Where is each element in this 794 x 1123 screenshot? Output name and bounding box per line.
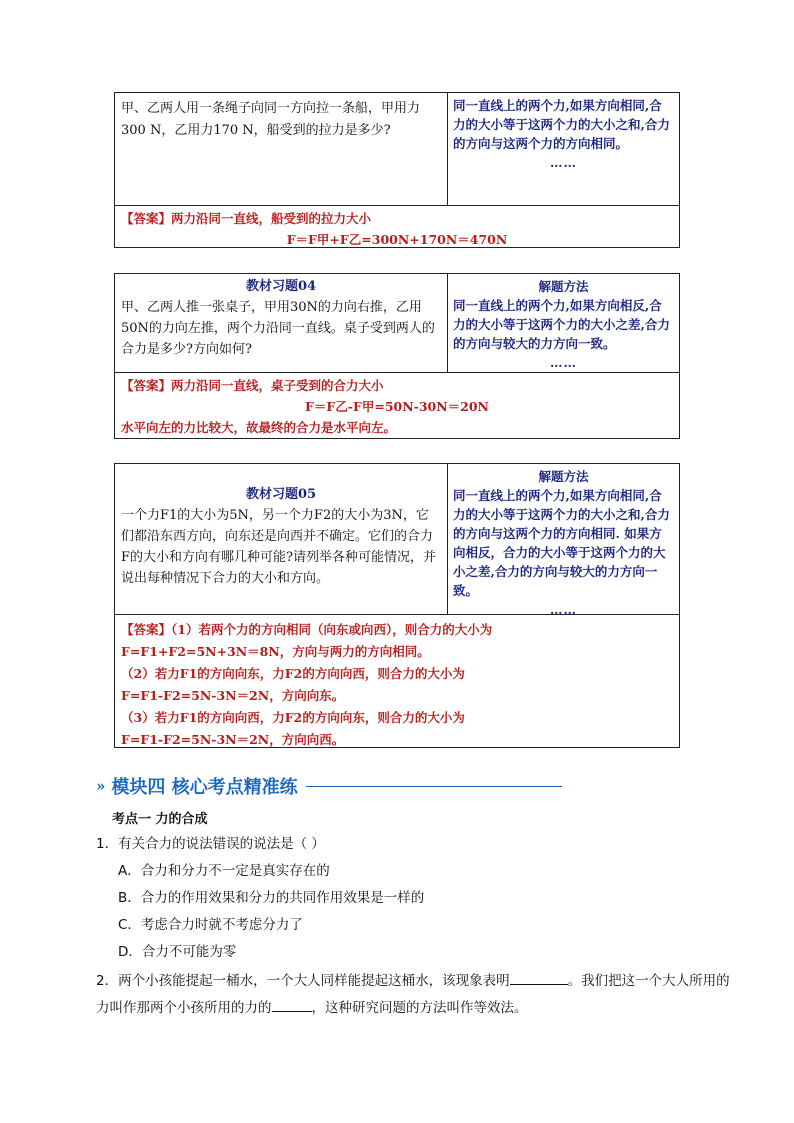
exercise-title: 教材习题05 xyxy=(245,487,317,502)
topic-label: 考点一 力的合成 xyxy=(112,812,208,827)
answer-section xyxy=(115,372,679,440)
answer-line: F=F1-F2=5N-3N＝2N，方向向西。 xyxy=(121,732,345,747)
answer-line: 【答案】（1）若两个力的方向相同（向东或向西），则合力的大小为 xyxy=(121,622,493,637)
method-text: 同一直线上的两个力,如果方向相反,合力的大小等于这两个力的大小之差,合力的方向与较大的力方向一致。 xyxy=(453,298,670,351)
answer-conclusion: 水平向左的力比较大，故最终的合力是水平向左。 xyxy=(121,420,397,435)
answer-equation: F＝F乙-F甲=50N-30N＝20N xyxy=(305,399,489,414)
question-text: 甲、乙两人推一张桌子，甲用30N的力向右推，乙用50N的力向左推，两个力沿同一直线。桌子受到两人的合力是多少?方向如何? xyxy=(121,300,435,357)
example-box-3 xyxy=(114,463,680,748)
answer-blank-1[interactable] xyxy=(510,970,568,985)
exercise-title: 教材习题04 xyxy=(245,279,317,294)
method-title: 解题方法 xyxy=(538,469,589,484)
question-text: 甲、乙两人用一条绳子向同一方向拉一条船，甲用力300 N，乙用力170 N，船受到的拉力是多少? xyxy=(115,93,448,205)
answer-label: 【答案】两力沿同一直线，船受到的拉力大小 xyxy=(121,211,372,226)
q2-text: 力叫作那两个小孩所用的力的 xyxy=(96,1000,272,1016)
answer-line: F=F1-F2=5N-3N＝2N，方向向东。 xyxy=(121,688,345,703)
question-panel xyxy=(115,464,448,614)
q2-text: ，这种研究问题的方法叫作等效法。 xyxy=(311,1000,528,1016)
answer-section xyxy=(115,205,679,252)
option-b: B．合力的作用效果和分力的共同作用效果是一样的 xyxy=(118,890,425,906)
module-heading xyxy=(96,773,562,799)
answer-line: （3）若力F1的方向向西，力F2的方向向东，则合力的大小为 xyxy=(121,710,465,725)
method-panel xyxy=(448,464,679,617)
option-d: D．合力不可能为零 xyxy=(118,944,237,960)
option-c: C．考虑合力时就不考虑分力了 xyxy=(118,917,303,933)
question-1-stem: 1．有关合力的说法错误的说法是（ ） xyxy=(96,836,325,852)
ellipsis: …… xyxy=(550,355,577,370)
question-text: 一个力F1的大小为5N，另一个力F2的大小为3N，它们都沿东西方向，向东还是向西并不确定。它们的合力F的大小和方向有哪几种可能?请列举各种可能情况，并说出每种情况下合力的大小和方向。 xyxy=(121,508,436,586)
answer-equation: F＝F甲+F乙=300N+170N＝470N xyxy=(286,232,508,247)
question-panel xyxy=(115,274,448,372)
method-panel xyxy=(448,93,679,205)
heading-rule xyxy=(306,786,562,787)
question-2-line-1 xyxy=(96,970,730,991)
double-chevron-icon: » xyxy=(96,777,106,795)
ellipsis: …… xyxy=(550,602,577,617)
example-box-2 xyxy=(114,273,680,439)
answer-line: F=F1+F2=5N+3N＝8N，方向与两力的方向相同。 xyxy=(121,644,430,659)
answer-blank-2[interactable] xyxy=(272,997,312,1012)
option-a: A．合力和分力不一定是真实存在的 xyxy=(118,863,330,879)
method-text: 同一直线上的两个力,如果方向相同,合力的大小等于这两个力的大小之和,合力的方向与这两个力的方向相同。 xyxy=(453,98,670,151)
method-title: 解题方法 xyxy=(538,279,589,294)
example-box-1 xyxy=(114,92,680,248)
q2-text: 。我们把这一个大人所用的 xyxy=(567,973,730,989)
q2-text: 2．两个小孩能提起一桶水，一个大人同样能提起这桶水，该现象表明 xyxy=(96,973,510,989)
answer-label: 【答案】两力沿同一直线，桌子受到的合力大小 xyxy=(121,378,384,393)
ellipsis: …… xyxy=(550,155,577,170)
answer-section xyxy=(115,614,679,753)
module-title: 模块四 核心考点精准练 xyxy=(111,777,298,798)
method-panel xyxy=(448,274,679,372)
answer-line: （2）若力F1的方向向东，力F2的方向向西，则合力的大小为 xyxy=(121,666,465,681)
method-text: 同一直线上的两个力,如果方向相同,合力的大小等于这两个力的大小之和,合力的方向与这两个力的方向相同. 如果方向相反，合力的大小等于这两个力的大小之差,合力的方向与较大的力方向一致。 xyxy=(453,488,670,598)
question-2-line-2 xyxy=(96,997,528,1018)
